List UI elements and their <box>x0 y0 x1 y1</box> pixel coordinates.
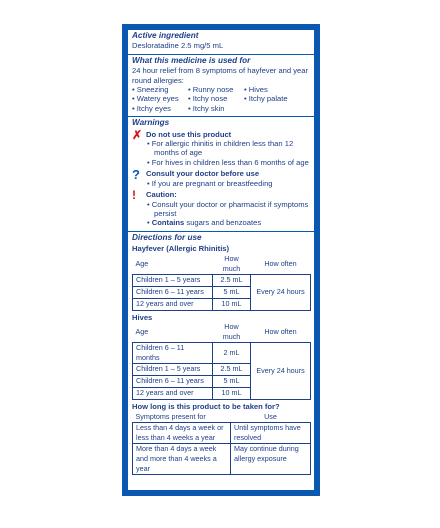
active-ingredient-text: Desloratadine 2.5 mg/5 mL <box>132 41 224 51</box>
col-how-often: How often <box>264 258 297 268</box>
cross-icon: ✗ <box>132 127 143 142</box>
table-row: Children 1 – 5 years 2.5 mL Every 24 hours <box>133 274 311 286</box>
active-ingredient-section <box>128 30 314 54</box>
table-row: More than 4 days a week and more than 4 weeks a year May continue during allergy exposure <box>133 444 311 475</box>
table-row: 12 years and over 10 mL <box>133 298 311 310</box>
duration-table <box>132 411 311 475</box>
directions-heading: Directions for use <box>132 232 202 242</box>
warnings-section <box>128 116 314 230</box>
symptom-list <box>132 85 311 113</box>
table-header <box>133 411 311 423</box>
consult-title: Consult your doctor before use <box>146 169 260 179</box>
col-how-much: How much <box>222 253 241 273</box>
label-panel <box>122 24 320 496</box>
symptom-item: • Itchy palate <box>244 94 288 104</box>
hayfever-title: Hayfever (Allergic Rhinitis) <box>132 244 230 254</box>
label-inner <box>128 30 314 490</box>
col-age: Age <box>135 326 149 336</box>
col-symptoms-present: Symptoms present for <box>135 411 206 421</box>
warning-item: • Contains sugars and benzoates <box>147 218 262 228</box>
symptom-item: • Watery eyes <box>132 94 179 104</box>
hayfever-frequency: Every 24 hours <box>251 274 311 310</box>
warning-item: • For hives in children less than 6 months of age <box>147 157 309 167</box>
hives-title: Hives <box>132 312 153 322</box>
col-how-often: How often <box>264 326 297 336</box>
symptom-item: • Hives <box>244 85 268 95</box>
warning-item: • If you are pregnant or breastfeeding <box>147 178 273 188</box>
hayfever-table <box>132 254 311 311</box>
table-row: Children 6 – 11 years 5 mL <box>133 286 311 298</box>
table-header <box>133 322 311 343</box>
exclamation-icon: ! <box>132 188 136 203</box>
hives-frequency: Every 24 hours <box>251 342 311 399</box>
symptom-item: • Itchy skin <box>188 103 225 113</box>
col-how-much: How much <box>222 321 241 341</box>
hives-table <box>132 322 311 400</box>
symptom-item: • Runny nose <box>188 85 234 95</box>
warning-item: • For allergic rhinitis in children less than 12 months of age <box>147 139 294 158</box>
table-row: 12 years and over 10 mL <box>133 387 311 399</box>
caution-block <box>132 190 311 228</box>
table-header <box>133 254 311 275</box>
do-not-use-block <box>132 127 311 168</box>
question-icon: ? <box>132 167 140 183</box>
col-age: Age <box>135 258 149 268</box>
caution-title: Caution: <box>146 190 177 200</box>
col-use: Use <box>264 411 277 421</box>
uses-intro: 24 hour relief from 8 symptoms of hayfever and year round allergies: <box>132 66 311 85</box>
symptom-item: • Sneezing <box>132 85 169 95</box>
table-row: Less than 4 days a week or less than 4 weeks a year Until symptoms have resolved <box>133 423 311 444</box>
warning-item: • Consult your doctor or pharmacist if symptoms persist <box>147 199 309 218</box>
uses-section <box>128 54 314 116</box>
warnings-heading: Warnings <box>132 118 170 128</box>
table-row: Children 6 – 11 years 5 mL <box>133 375 311 387</box>
uses-heading: What this medicine is used for <box>132 55 251 65</box>
active-ingredient-heading: Active ingredient <box>132 31 199 40</box>
duration-title: How long is this product to be taken for? <box>132 401 280 411</box>
table-row: Children 1 – 5 years 2.5 mL <box>133 363 311 375</box>
symptom-item: • Itchy eyes <box>132 103 171 113</box>
table-row: Children 6 – 11 months 2 mL Every 24 hours <box>133 342 311 363</box>
do-not-use-title: Do not use this product <box>146 129 232 139</box>
consult-block <box>132 169 311 188</box>
directions-section <box>128 231 314 479</box>
symptom-item: • Itchy nose <box>188 94 228 104</box>
